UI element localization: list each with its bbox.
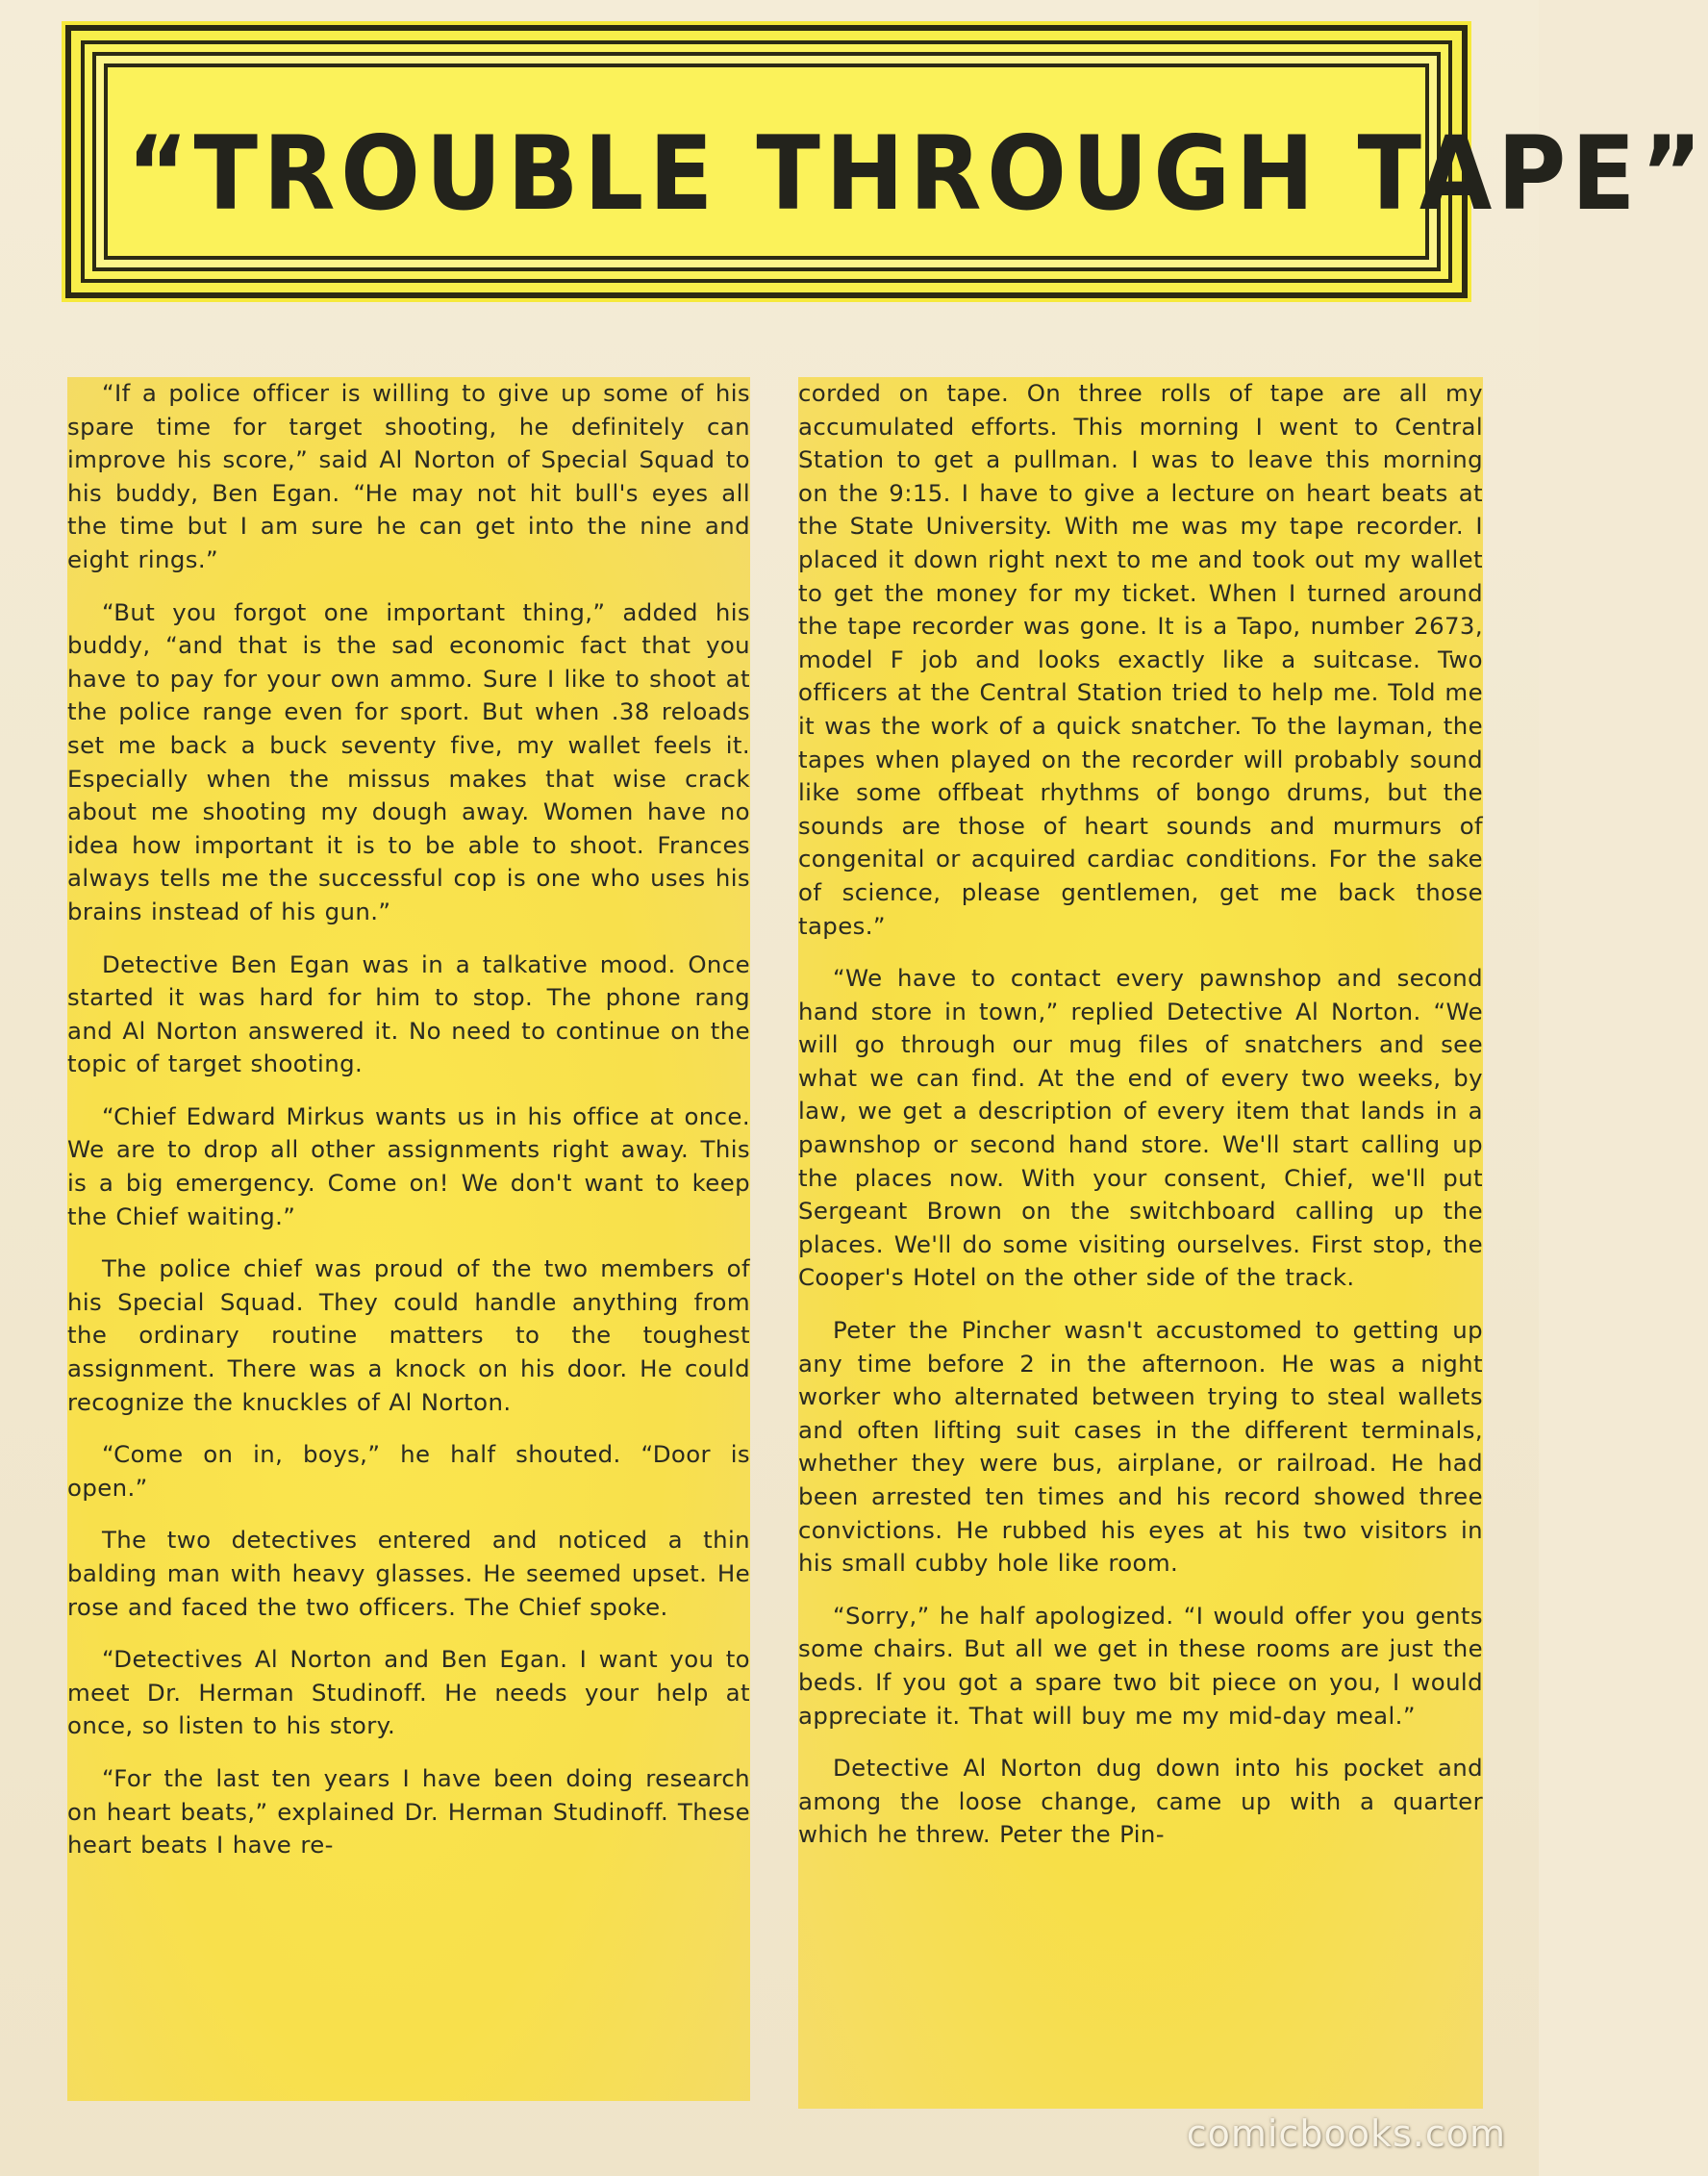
paragraph: Detective Al Norton dug down into his pocket and among the loose change, came up with a quarter which he threw. Peter the Pin- [798,1754,1483,1849]
paragraph: “If a police officer is willing to give up some of his spare time for target shooting, he definitely can improve his score,” said Al Norton of Special Squad to his buddy, Ben Egan. “He may not hit bull's eyes all the time but I am sure he can get into the nine and eight rings.” [67,379,750,573]
right-text-column [798,377,1483,2109]
left-text-column [67,377,750,2101]
paragraph: The two detectives entered and noticed a thin balding man with heavy glasses. He seemed upset. He rose and faced the two officers. The Chief spoke. [67,1526,750,1621]
paragraph: “Sorry,” he half apologized. “I would offer you gents some chairs. But all we get in these rooms are just the beds. If you got a spare two bit piece on you, I would appreciate it. That will buy me my mid-day meal.” [798,1601,1483,1730]
paragraph: “We have to contact every pawnshop and second hand store in town,” replied Detective Al Norton. “We will go through our mug files of snatchers and see what we can find. At the end of every two weeks, by law, we get a description of every item that lands in a pawnshop or second hand store. We'll start calling up the places now. With your consent, Chief, we'll put Sergeant Brown on the switchboard calling up the places. We'll do some visiting ourselves. First stop, the Cooper's Hotel on the other side of the track. [798,964,1483,1292]
paragraph: “But you forgot one important thing,” added his buddy, “and that is the sad economic fact that you have to pay for your own ammo. Sure I like to shoot at the police range even for sport. But when .38 reloads set me back a buck seventy five, my wallet feels it. Especially when the missus makes that wise crack about me shooting my dough away. Women have no idea how important it is to be able to shoot. Frances always tells me the successful cop is one who uses his brains instead of his gun.” [67,597,750,925]
paragraph: Peter the Pincher wasn't accustomed to getting up any time before 2 in the afternoon. He was a night worker who alternated between trying to steal wallets and often lifting suit cases in the different terminals, whether they were bus, airplane, or railroad. He had been arrested ten times and his record showed three convictions. He rubbed his eyes at his two visitors in his small cubby hole like room. [798,1316,1483,1578]
story-title: “TROUBLE THROUGH TAPE” [126,114,1708,233]
site-watermark: comicbooks.com [1186,2113,1506,2155]
paragraph: corded on tape. On three rolls of tape are all my accumulated efforts. This morning I went to Central Station to get a pullman. I was to leave this morning on the 9:15. I have to give a lecture on heart beats at the State University. With me was my tape recorder. I placed it down right next to me and took out my wallet to get the money for my ticket. When I turned around the tape recorder was gone. It is a Tapo, number 2673, model F job and looks exactly like a suitcase. Two officers at the Central Station tried to help me. Told me it was the work of a quick snatcher. To the layman, the tapes when played on the recorder will probably sound like some offbeat rhythms of bongo drums, but the sounds are those of heart sounds and murmurs of congenital or acquired cardiac conditions. For the sake of science, please gentlemen, get me back those tapes.” [798,379,1483,940]
paragraph: “Come on in, boys,” he half shouted. “Door is open.” [67,1440,750,1502]
paragraph: Detective Ben Egan was in a talkative mood. Once started it was hard for him to stop. The phone rang and Al Norton answered it. No need to continue on the topic of target shooting. [67,949,750,1078]
paragraph: The police chief was proud of the two members of his Special Squad. They could handle anything from the ordinary routine matters to the toughest assignment. There was a knock on his door. He could recognize the knuckles of Al Norton. [67,1254,750,1416]
paragraph: “Chief Edward Mirkus wants us in his office at once. We are to drop all other assignments right away. This is a big emergency. Come on! We don't want to keep the Chief waiting.” [67,1101,750,1230]
title-banner [65,25,1708,298]
paragraph: “Detectives Al Norton and Ben Egan. I want you to meet Dr. Herman Studinoff. He needs your help at once, so listen to his story. [67,1645,750,1740]
paragraph: “For the last ten years I have been doing research on heart beats,” explained Dr. Herman Studinoff. These heart beats I have re- [67,1763,750,1860]
